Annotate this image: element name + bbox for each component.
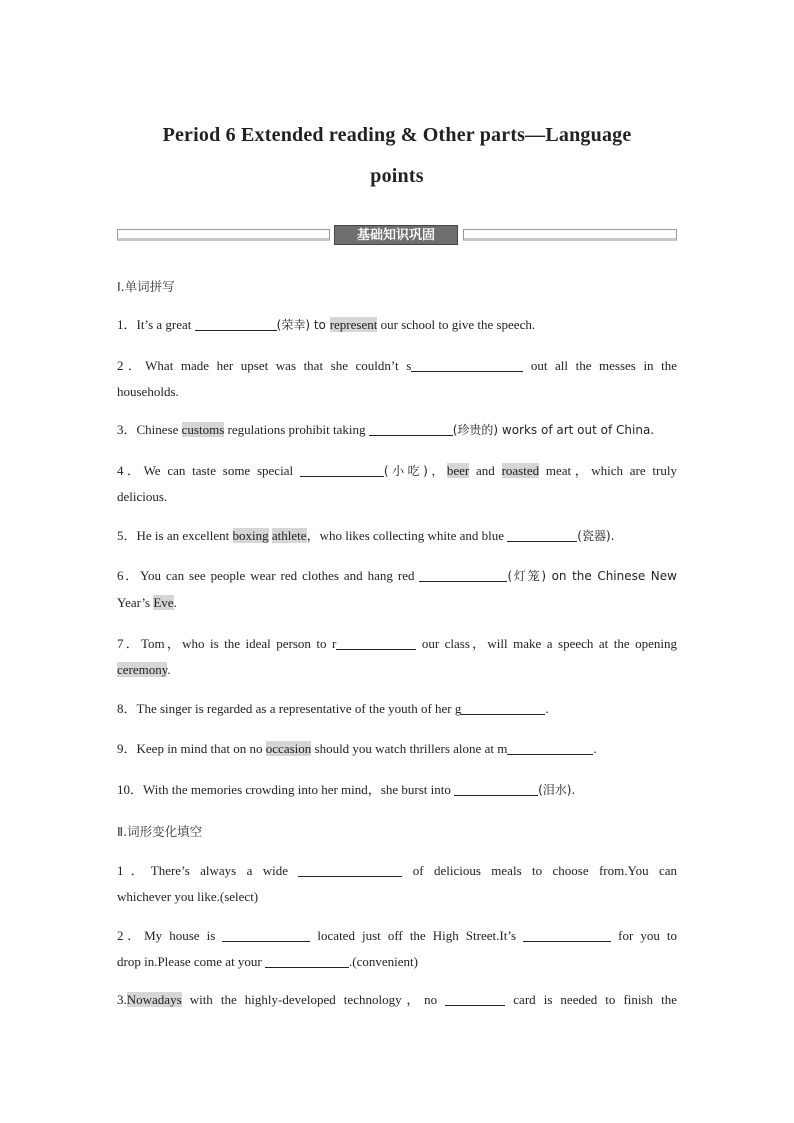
answer-blank[interactable]	[507, 740, 593, 755]
highlighted-word: represent	[329, 317, 378, 332]
answer-blank[interactable]	[445, 991, 505, 1006]
answer-blank[interactable]	[523, 927, 611, 942]
highlighted-word: boxing	[232, 528, 269, 543]
section-heading-word-forms: Ⅱ.词形变化填空	[117, 824, 203, 839]
question-number: 8．	[117, 701, 137, 716]
question-number: 2．	[117, 928, 145, 943]
page-title-line2: points	[370, 165, 424, 187]
question-number: 3.	[117, 992, 127, 1007]
highlighted-word: beer	[446, 463, 470, 478]
word-form-2-cont: drop in.Please come at your .(convenient)	[117, 954, 418, 969]
answer-blank[interactable]	[461, 700, 545, 715]
question-6-cont: Year’s Eve.	[117, 595, 177, 610]
word-form-2: 2．My house is located just off the High Street.It’s for you to	[117, 928, 677, 943]
question-5: 5．He is an excellent boxing athlete，who likes collecting white and blue (瓷器).	[117, 528, 615, 543]
banner-rule-right	[463, 229, 677, 241]
answer-blank[interactable]	[507, 527, 577, 542]
highlighted-word: athlete	[271, 528, 307, 543]
answer-blank[interactable]	[419, 567, 507, 582]
question-number: 1．	[117, 317, 137, 332]
answer-blank[interactable]	[369, 421, 453, 436]
question-number: 1．	[117, 863, 151, 878]
answer-blank[interactable]	[298, 862, 402, 877]
question-7-cont: ceremony.	[117, 662, 171, 677]
question-10: 10．With the memories crowding into her mind，she burst into (泪水).	[117, 782, 576, 797]
answer-blank[interactable]	[195, 316, 277, 331]
question-8: 8．The singer is regarded as a representative of the youth of her g .	[117, 701, 549, 716]
question-1: 1．It’s a great (荣幸) to represent our school to give the speech.	[117, 317, 536, 332]
question-number: 9．	[117, 741, 137, 756]
answer-blank[interactable]	[336, 635, 416, 650]
banner-label: 基础知识巩固	[334, 225, 458, 245]
section-banner	[117, 225, 677, 247]
highlighted-word: roasted	[501, 463, 540, 478]
question-3: 3．Chinese customs regulations prohibit taking (珍贵的) works of art out of China.	[117, 422, 655, 437]
question-number: 3．	[117, 422, 137, 437]
question-2: 2．What made her upset was that she couldn’t s out all the messes in the	[117, 358, 678, 373]
question-number: 6．	[117, 568, 140, 583]
highlighted-word: ceremony	[117, 662, 168, 677]
question-2-cont: households.	[117, 384, 179, 399]
question-number: 2．	[117, 358, 146, 373]
question-4: 4．We can taste some special (小吃)，beer and roasted meat，which are truly	[117, 463, 677, 478]
highlighted-word: Eve	[153, 595, 174, 610]
answer-blank[interactable]	[411, 357, 523, 372]
word-form-1-cont: whichever you like.(select)	[117, 889, 259, 904]
banner-rule-left	[117, 229, 330, 241]
question-6: 6．You can see people wear red clothes and hang red (灯笼) on the Chinese New	[117, 568, 677, 583]
highlighted-word: Nowadays	[126, 992, 182, 1007]
answer-blank[interactable]	[454, 781, 538, 796]
question-number: 7．	[117, 636, 141, 651]
answer-blank[interactable]	[222, 927, 310, 942]
question-4-cont: delicious.	[117, 489, 168, 504]
question-7: 7．Tom，who is the ideal person to r our class，will make a speech at the opening	[117, 636, 677, 651]
page-title-line1: Period 6 Extended reading & Other parts—Language	[162, 124, 632, 146]
question-number: 4．	[117, 463, 144, 478]
word-form-3: 3.Nowadays with the highly-developed technology，no card is needed to finish the	[117, 992, 677, 1007]
highlighted-word: customs	[181, 422, 225, 437]
word-form-1: 1．There’s always a wide of delicious meals to choose from.You can	[117, 863, 677, 878]
question-9: 9．Keep in mind that on no occasion should you watch thrillers alone at m .	[117, 741, 597, 756]
answer-blank[interactable]	[300, 462, 384, 477]
highlighted-word: occasion	[265, 741, 312, 756]
question-number: 5．	[117, 528, 137, 543]
section-heading-spelling: Ⅰ.单词拼写	[117, 279, 175, 294]
answer-blank[interactable]	[265, 953, 349, 968]
question-number: 10．	[117, 782, 144, 797]
